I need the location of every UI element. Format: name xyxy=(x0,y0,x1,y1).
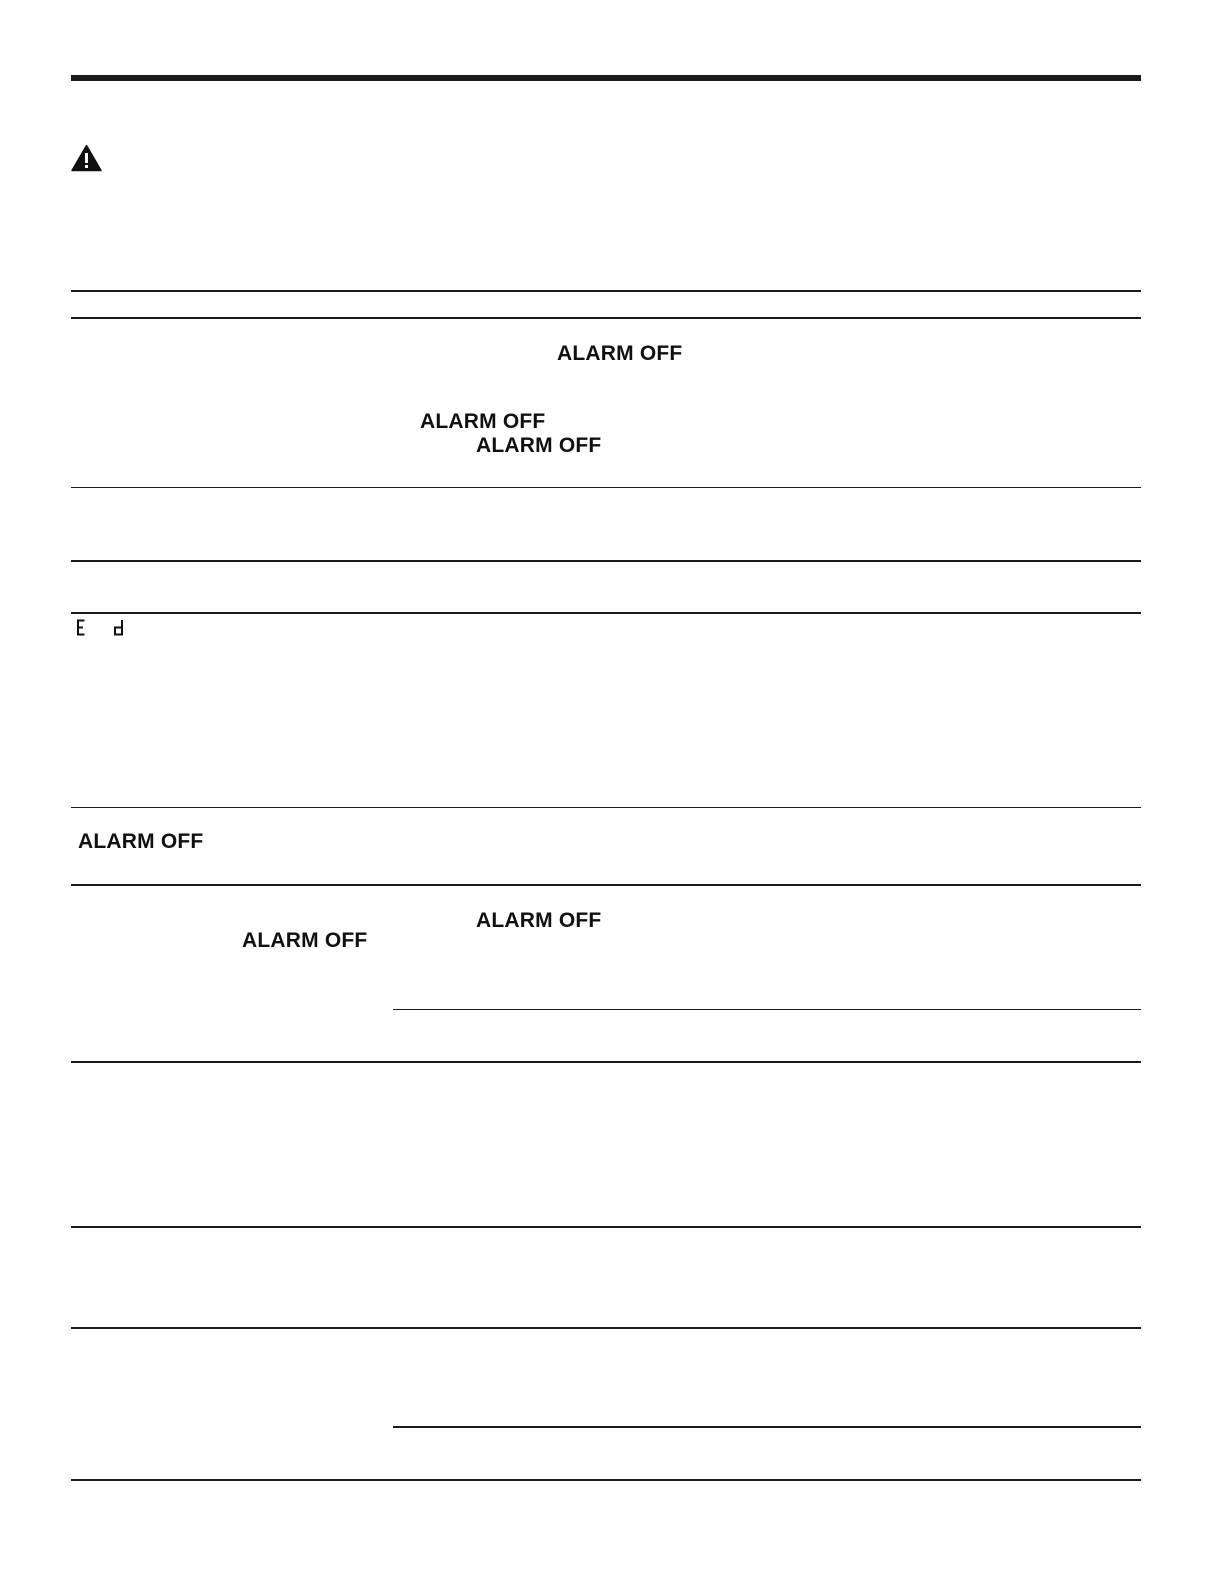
table-row-divider xyxy=(71,560,1141,562)
table-row-divider xyxy=(71,1061,1141,1063)
table-subrow-divider xyxy=(393,1426,1141,1428)
table-row-divider xyxy=(71,1327,1141,1329)
segment-char-d xyxy=(113,619,124,636)
table-row-divider xyxy=(71,1226,1141,1228)
table-header-rule-bottom xyxy=(71,317,1141,319)
alarm-off-label: ALARM OFF xyxy=(476,434,602,457)
warning-triangle-icon xyxy=(71,144,102,172)
table-row-divider xyxy=(71,884,1141,886)
table-subrow-divider xyxy=(393,1009,1141,1010)
table-row-divider xyxy=(71,487,1141,488)
table-row-divider xyxy=(71,807,1141,808)
alarm-off-label: ALARM OFF xyxy=(420,410,546,433)
alarm-off-label: ALARM OFF xyxy=(476,909,602,932)
table-row-divider xyxy=(71,612,1141,614)
table-header-rule-top xyxy=(71,290,1141,292)
alarm-off-label: ALARM OFF xyxy=(242,929,368,952)
alarm-off-label: ALARM OFF xyxy=(557,342,683,365)
table-bottom-rule xyxy=(71,1479,1141,1481)
page-header-rule xyxy=(71,75,1141,81)
segment-char-e xyxy=(76,619,86,636)
alarm-off-label: ALARM OFF xyxy=(78,830,204,853)
